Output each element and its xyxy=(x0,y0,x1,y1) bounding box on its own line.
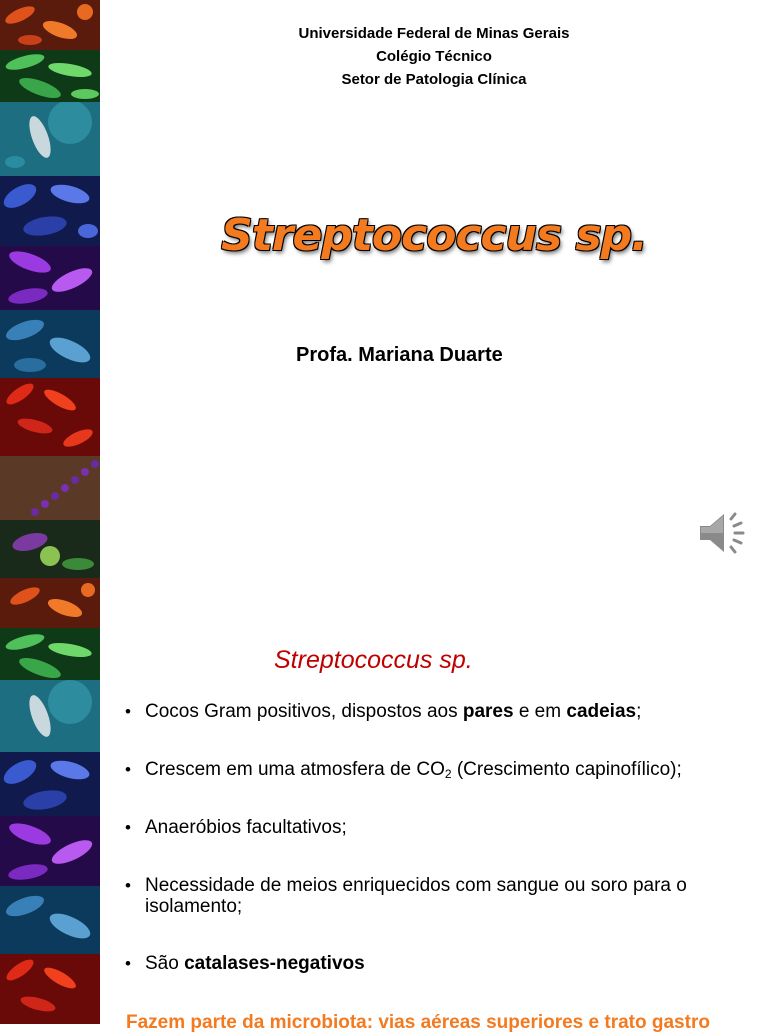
section-title: Streptococcus sp. xyxy=(274,646,473,674)
institution-header xyxy=(100,22,768,91)
author-name: Profa. Mariana Duarte xyxy=(296,344,503,366)
bacteria-tile-steel-blue-2 xyxy=(0,886,100,954)
bullet-item-anaerobic: • Anaeróbios facultativos; xyxy=(122,817,752,838)
bacteria-tile-brown-chain xyxy=(0,456,100,520)
bacteria-tile-red-2 xyxy=(0,954,100,1024)
bacteria-tile-red xyxy=(0,378,100,456)
bullet-item-catalase: • São catalases-negativos xyxy=(122,953,752,974)
bacteria-tile-teal-2 xyxy=(0,680,100,752)
college-name: Colégio Técnico xyxy=(376,48,492,65)
department-name: Setor de Patologia Clínica xyxy=(341,71,527,88)
bacteria-tile-steel-blue xyxy=(0,310,100,378)
bullet-list xyxy=(122,700,752,974)
bacteria-tile-purple xyxy=(0,246,100,310)
bacteria-tile-green-2 xyxy=(0,628,100,680)
university-name: Universidade Federal de Minas Gerais xyxy=(298,25,570,42)
bullet-item-atmosphere: • Crescem em uma atmosfera de $CO_2$ (Crescimento capinofílico); xyxy=(122,759,752,780)
bacteria-tile-teal xyxy=(0,102,100,176)
bacteria-tile-green xyxy=(0,50,100,102)
bacteria-tile-orange-2 xyxy=(0,578,100,628)
bacteria-tile-blue-2 xyxy=(0,752,100,816)
slide-title: Streptococcus sp. xyxy=(221,210,647,261)
bacteria-tile-blue xyxy=(0,176,100,246)
bacteria-tile-orange xyxy=(0,0,100,50)
decorative-bacteria-strip xyxy=(0,0,100,1024)
speaker-volume-icon[interactable] xyxy=(696,505,752,561)
bacteria-tile-dark-green xyxy=(0,520,100,578)
microbiota-note: Fazem parte da microbiota: vias aéreas superiores e trato gastro xyxy=(126,1012,710,1033)
bacteria-tile-purple-2 xyxy=(0,816,100,886)
bullet-item-morphology: • Cocos Gram positivos, dispostos aos pares e em cadeias; xyxy=(122,701,752,722)
bullet-item-enriched-media: • Necessidade de meios enriquecidos com sangue ou soro para o isolamento; xyxy=(122,875,752,917)
